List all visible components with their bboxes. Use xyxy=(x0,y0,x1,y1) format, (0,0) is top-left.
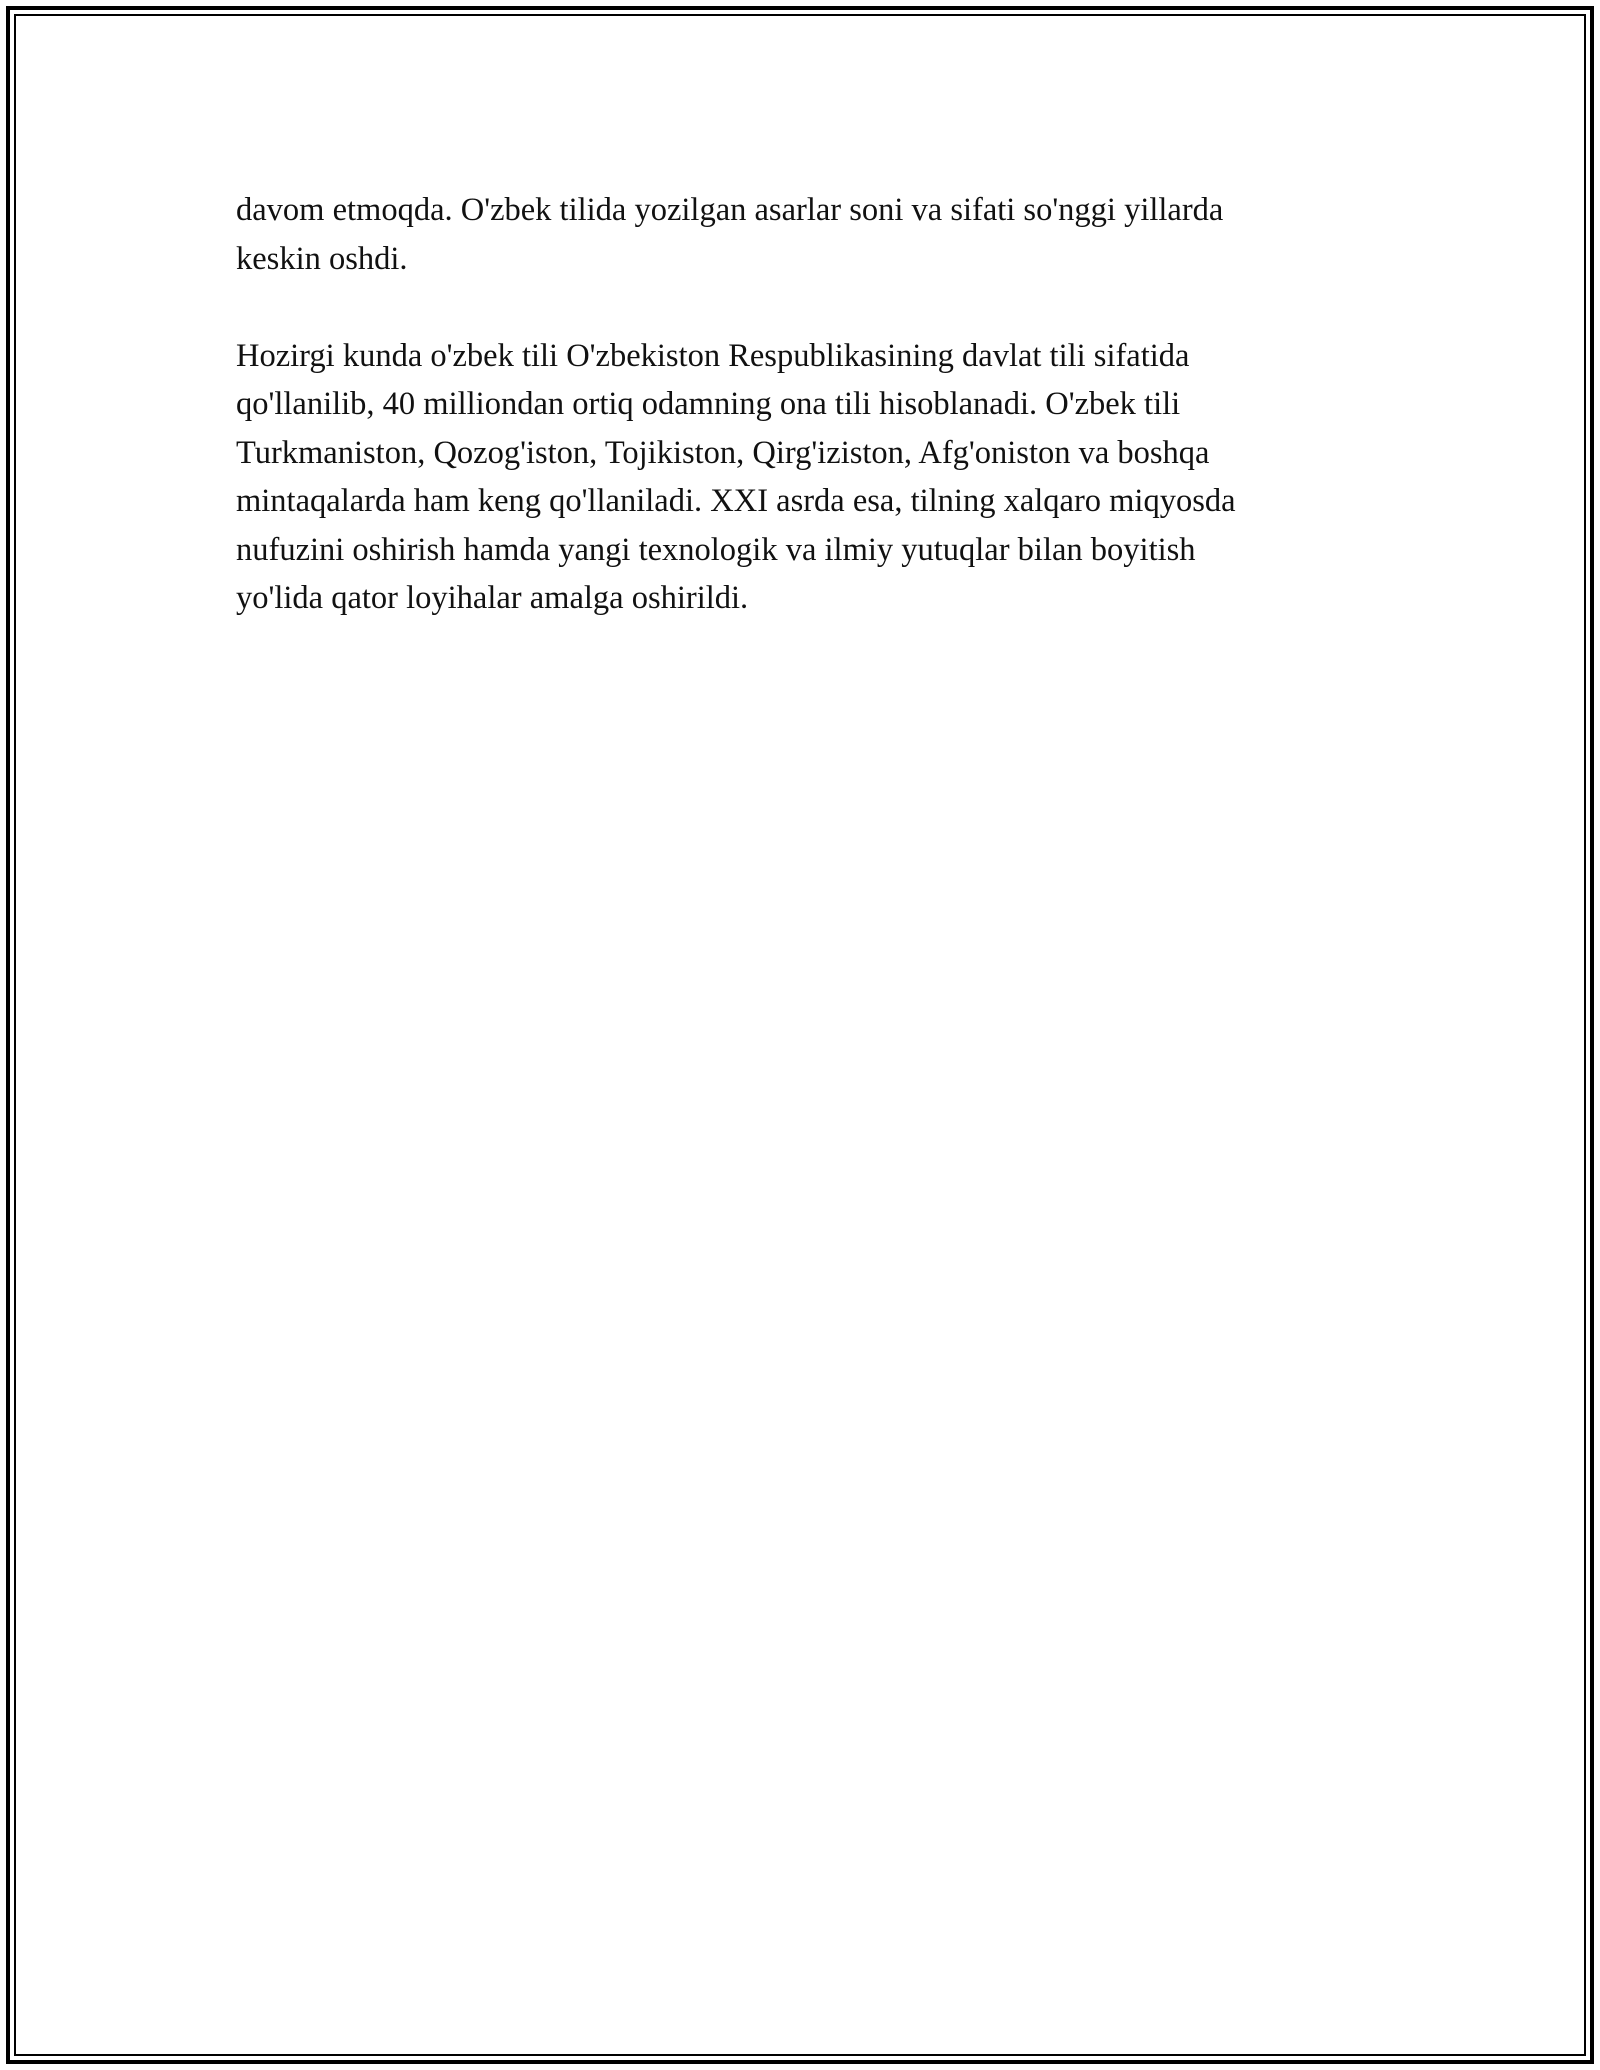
paragraph-uzbek-language-status: Hozirgi kunda o'zbek tili O'zbekiston Respublikasining davlat tili sifatida qo'llanilib, 40 milliondan ortiq odamning ona tili hisoblanadi. O'zbek tili Turkmaniston, Qozog'iston, Tojikiston, Qirg'iziston, Afg'oniston va boshqa mintaqalarda ham keng qo'llaniladi. XXI asrda esa, tilning xalqaro miqyosda nufuzini oshirish hamda yangi texnologik va ilmiy yutuqlar bilan boyitish yo'lida qator loyihalar amalga oshirildi. xyxy=(236,337,1236,616)
document-body xyxy=(236,186,1376,623)
paragraph-continuation: davom etmoqda. O'zbek tilida yozilgan asarlar soni va sifati so'nggi yillarda keskin oshdi. xyxy=(236,192,1224,277)
